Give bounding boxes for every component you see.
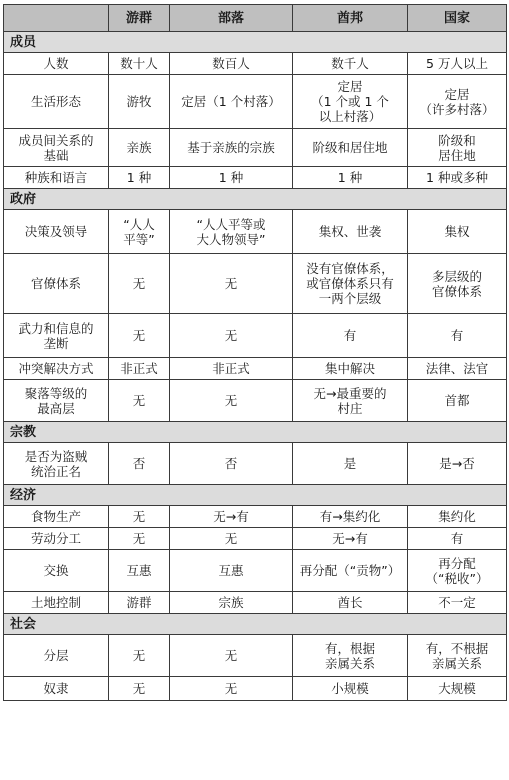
band-cell: 无 — [109, 677, 170, 701]
table-row — [4, 443, 507, 485]
band-cell: 亲族 — [109, 129, 170, 167]
header-corner-cell — [4, 5, 109, 32]
chiefdom-cell: 有→集约化 — [293, 506, 408, 528]
state-cell: 法律、法官 — [408, 358, 507, 380]
band-cell: 无 — [109, 506, 170, 528]
table-row — [4, 167, 507, 189]
band-cell: 游群 — [109, 592, 170, 614]
chiefdom-cell: 有 — [293, 314, 408, 358]
header-tribe: 部落 — [170, 5, 293, 32]
row-label-cell: 官僚体系 — [4, 254, 109, 314]
header-row — [4, 5, 507, 32]
tribe-cell: 无 — [170, 528, 293, 550]
table-row — [4, 75, 507, 129]
tribe-cell: 无 — [170, 380, 293, 422]
section-title: 成员 — [4, 32, 507, 53]
row-label-cell: 人数 — [4, 53, 109, 75]
tribe-cell: 无 — [170, 677, 293, 701]
header-chiefdom: 酋邦 — [293, 5, 408, 32]
state-cell: 不一定 — [408, 592, 507, 614]
table-row — [4, 635, 507, 677]
state-cell: 大规模 — [408, 677, 507, 701]
row-label-cell: 种族和语言 — [4, 167, 109, 189]
band-cell: 否 — [109, 443, 170, 485]
row-label-cell: 分层 — [4, 635, 109, 677]
table-row — [4, 550, 507, 592]
row-label-cell: 交换 — [4, 550, 109, 592]
section-row — [4, 614, 507, 635]
table-row — [4, 254, 507, 314]
state-cell: 集约化 — [408, 506, 507, 528]
chiefdom-cell: 1 种 — [293, 167, 408, 189]
state-cell: 1 种或多种 — [408, 167, 507, 189]
section-title: 政府 — [4, 189, 507, 210]
row-label-cell: 奴隶 — [4, 677, 109, 701]
band-cell: 无 — [109, 528, 170, 550]
chiefdom-cell: 无→有 — [293, 528, 408, 550]
row-label-cell: 生活形态 — [4, 75, 109, 129]
row-label-cell: 冲突解决方式 — [4, 358, 109, 380]
tribe-cell: 非正式 — [170, 358, 293, 380]
row-label-cell: 是否为盗贼 统治正名 — [4, 443, 109, 485]
band-cell: 无 — [109, 254, 170, 314]
tribe-cell: 否 — [170, 443, 293, 485]
chiefdom-cell: 再分配（“贡物”） — [293, 550, 408, 592]
band-cell: “人人 平等” — [109, 210, 170, 254]
tribe-cell: 无→有 — [170, 506, 293, 528]
table-row — [4, 528, 507, 550]
tribe-cell: 宗族 — [170, 592, 293, 614]
state-cell: 有 — [408, 528, 507, 550]
section-title: 经济 — [4, 485, 507, 506]
chiefdom-cell: 有，根据 亲属关系 — [293, 635, 408, 677]
table-row — [4, 358, 507, 380]
chiefdom-cell: 阶级和居住地 — [293, 129, 408, 167]
band-cell: 无 — [109, 635, 170, 677]
tribe-cell: 1 种 — [170, 167, 293, 189]
header-state: 国家 — [408, 5, 507, 32]
table-row — [4, 53, 507, 75]
chiefdom-cell: 集权、世袭 — [293, 210, 408, 254]
band-cell: 无 — [109, 380, 170, 422]
tribe-cell: 无 — [170, 635, 293, 677]
row-label-cell: 食物生产 — [4, 506, 109, 528]
row-label-cell: 决策及领导 — [4, 210, 109, 254]
state-cell: 多层级的 官僚体系 — [408, 254, 507, 314]
band-cell: 互惠 — [109, 550, 170, 592]
chiefdom-cell: 小规模 — [293, 677, 408, 701]
section-title: 社会 — [4, 614, 507, 635]
section-row — [4, 422, 507, 443]
section-row — [4, 485, 507, 506]
row-label-cell: 聚落等级的 最高层 — [4, 380, 109, 422]
tribe-cell: 基于亲族的宗族 — [170, 129, 293, 167]
society-comparison-table — [3, 4, 507, 701]
row-label-cell: 劳动分工 — [4, 528, 109, 550]
tribe-cell: 无 — [170, 314, 293, 358]
section-row — [4, 32, 507, 53]
state-cell: 阶级和 居住地 — [408, 129, 507, 167]
table-row — [4, 210, 507, 254]
state-cell: 有，不根据 亲属关系 — [408, 635, 507, 677]
table-row — [4, 506, 507, 528]
tribe-cell: 互惠 — [170, 550, 293, 592]
table-row — [4, 592, 507, 614]
tribe-cell: 定居（1 个村落） — [170, 75, 293, 129]
row-label-cell: 成员间关系的 基础 — [4, 129, 109, 167]
tribe-cell: 无 — [170, 254, 293, 314]
tribe-cell: 数百人 — [170, 53, 293, 75]
band-cell: 1 种 — [109, 167, 170, 189]
state-cell: 有 — [408, 314, 507, 358]
row-label-cell: 武力和信息的 垄断 — [4, 314, 109, 358]
band-cell: 数十人 — [109, 53, 170, 75]
comparison-table-wrapper — [3, 4, 506, 701]
state-cell: 再分配 （“税收”） — [408, 550, 507, 592]
table-body — [4, 32, 507, 701]
state-cell: 集权 — [408, 210, 507, 254]
band-cell: 无 — [109, 314, 170, 358]
tribe-cell: “人人平等或 大人物领导” — [170, 210, 293, 254]
chiefdom-cell: 无→最重要的 村庄 — [293, 380, 408, 422]
table-row — [4, 129, 507, 167]
chiefdom-cell: 定居 （1 个或 1 个 以上村落） — [293, 75, 408, 129]
section-row — [4, 189, 507, 210]
band-cell: 游牧 — [109, 75, 170, 129]
table-row — [4, 380, 507, 422]
state-cell: 是→否 — [408, 443, 507, 485]
header-band: 游群 — [109, 5, 170, 32]
state-cell: 首都 — [408, 380, 507, 422]
row-label-cell: 土地控制 — [4, 592, 109, 614]
state-cell: 定居 （许多村落） — [408, 75, 507, 129]
chiefdom-cell: 没有官僚体系， 或官僚体系只有 一两个层级 — [293, 254, 408, 314]
chiefdom-cell: 集中解决 — [293, 358, 408, 380]
band-cell: 非正式 — [109, 358, 170, 380]
table-row — [4, 677, 507, 701]
chiefdom-cell: 酋长 — [293, 592, 408, 614]
chiefdom-cell: 数千人 — [293, 53, 408, 75]
table-row — [4, 314, 507, 358]
section-title: 宗教 — [4, 422, 507, 443]
state-cell: 5 万人以上 — [408, 53, 507, 75]
chiefdom-cell: 是 — [293, 443, 408, 485]
